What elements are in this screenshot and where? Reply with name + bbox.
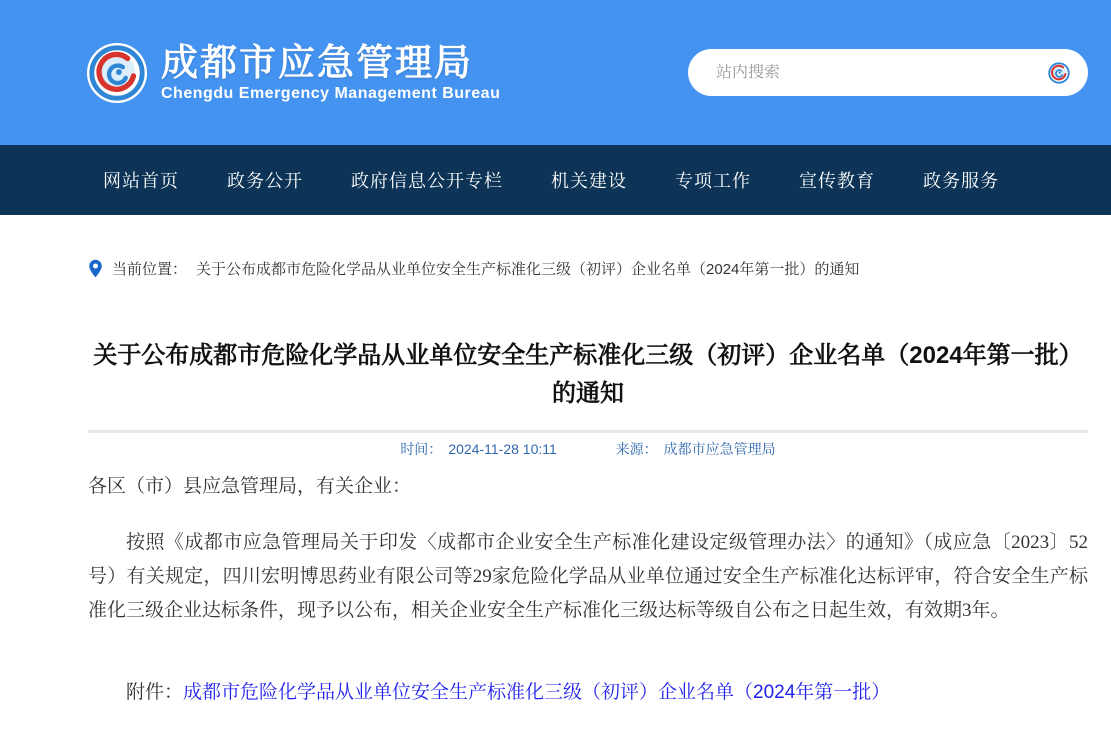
brand-text	[161, 42, 500, 104]
search-button[interactable]	[1046, 60, 1072, 86]
meta-source-value: 成都市应急管理局	[663, 441, 776, 457]
search-input[interactable]	[716, 64, 1046, 82]
article-title-line1: 关于公布成都市危险化学品从业单位安全生产标准化三级（初评）企业名单（2024年第一批）	[93, 342, 1083, 369]
location-pin-icon	[88, 259, 103, 278]
nav-item-special-work[interactable]: 专项工作	[675, 171, 751, 191]
attachment-row	[88, 676, 1088, 710]
bureau-logo-icon	[86, 42, 148, 104]
attachment-label: 附件：	[126, 682, 184, 703]
meta-source-label: 来源：	[615, 441, 658, 457]
nav-item-gov-info-column[interactable]: 政府信息公开专栏	[351, 171, 503, 191]
nav-item-gov-services[interactable]: 政务服务	[923, 171, 999, 191]
site-title-en: Chengdu Emergency Management Bureau	[161, 84, 501, 102]
nav-item-publicity[interactable]: 宣传教育	[799, 171, 875, 191]
site-title: 成都市应急管理局	[161, 41, 473, 83]
search-logo-icon	[1047, 61, 1071, 85]
salutation: 各区（市）县应急管理局，有关企业：	[88, 476, 412, 497]
breadcrumb-current: 关于公布成都市危险化学品从业单位安全生产标准化三级（初评）企业名单（2024年第一批）的通知	[196, 261, 860, 278]
main-nav	[0, 145, 1111, 215]
article-meta	[88, 430, 1088, 459]
nav-item-gov-affairs[interactable]: 政务公开	[227, 171, 303, 191]
article-title-line2: 的通知	[552, 380, 624, 407]
nav-item-agency-building[interactable]: 机关建设	[551, 171, 627, 191]
meta-time-value: 2024-11-28 10:11	[448, 441, 557, 457]
body-paragraph: 按照《成都市应急管理局关于印发〈成都市企业安全生产标准化建设定级管理办法〉的通知》（成应急〔2023〕52号）有关规定，四川宏明博思药业有限公司等29家危险化学品从业单位通过安全生产标准化达标评审，符合安全生产标准化三级企业达标条件，现予以公布，相关企业安全生产标准化三级达标等级自公布之日起生效，有效期3年。	[88, 532, 1088, 621]
nav-item-home[interactable]: 网站首页	[103, 171, 179, 191]
article-title	[88, 337, 1088, 413]
attachment-link[interactable]: 成都市危险化学品从业单位安全生产标准化三级（初评）企业名单（2024年第一批）	[183, 682, 891, 703]
breadcrumb	[88, 258, 1111, 279]
site-search	[688, 49, 1088, 96]
breadcrumb-label: 当前位置：	[112, 261, 188, 278]
brand-home-link[interactable]	[86, 42, 500, 104]
site-header	[0, 0, 1111, 145]
meta-time-label: 时间：	[400, 441, 443, 457]
article-body	[88, 470, 1088, 710]
article	[88, 337, 1088, 710]
